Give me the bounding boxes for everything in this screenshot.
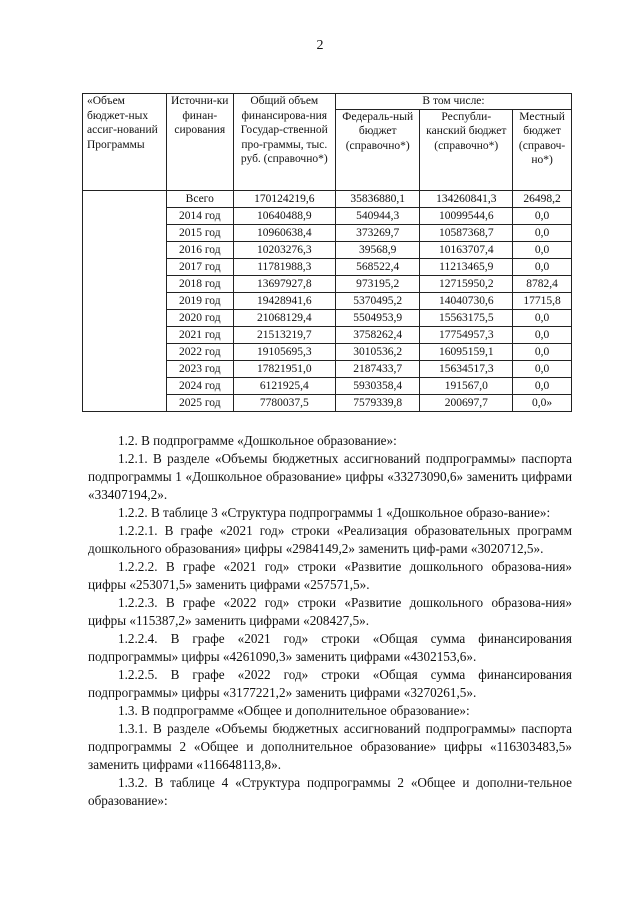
cell-federal: 3010536,2 <box>336 343 420 360</box>
cell-local: 17715,8 <box>513 292 572 309</box>
cell-local: 8782,4 <box>513 275 572 292</box>
header-republic-budget: Республи-канский бюджет (справочно*) <box>420 109 513 190</box>
paragraph: 1.3. В подпрограмме «Общее и дополнительное образование»: <box>118 703 470 718</box>
cell-federal: 373269,7 <box>336 224 420 241</box>
paragraph: 1.3.1. В разделе «Объемы бюджетных ассигнований подпрограммы» паспорта подпрограммы 2 «Общее и дополнительное образование» цифры «116303483,5» заменить цифрами «116648113,8». <box>88 721 572 772</box>
cell-total: 19105695,3 <box>233 343 335 360</box>
cell-source: 2025 год <box>166 394 233 411</box>
cell-republic: 15563175,5 <box>420 309 513 326</box>
cell-federal: 973195,2 <box>336 275 420 292</box>
cell-total: 170124219,6 <box>233 190 335 207</box>
header-federal-budget: Федераль-ный бюджет (справочно*) <box>336 109 420 190</box>
cell-total: 21513219,7 <box>233 326 335 343</box>
cell-federal: 7579339,8 <box>336 394 420 411</box>
cell-republic: 16095159,1 <box>420 343 513 360</box>
cell-federal: 2187433,7 <box>336 360 420 377</box>
header-program-budget: «Объем бюджет-ных ассиг-нований Программы <box>83 94 167 191</box>
cell-local: 0,0 <box>513 224 572 241</box>
paragraph: 1.3.2. В таблице 4 «Структура подпрограммы 2 «Общее и дополни-тельное образование»: <box>88 775 572 808</box>
cell-local: 0,0 <box>513 326 572 343</box>
cell-source: 2022 год <box>166 343 233 360</box>
cell-total: 11781988,3 <box>233 258 335 275</box>
program-label-cell-continuation <box>83 190 167 411</box>
cell-local: 0,0 <box>513 360 572 377</box>
cell-republic: 10587368,7 <box>420 224 513 241</box>
paragraph: 1.2.2.2. В графе «2021 год» строки «Развитие дошкольного образова-ния» цифры «253071,5» заменить цифрами «257571,5». <box>88 559 572 592</box>
cell-total: 10640488,9 <box>233 207 335 224</box>
paragraph: 1.2.2. В таблице 3 «Структура подпрограммы 1 «Дошкольное образо-вание»: <box>118 505 551 520</box>
cell-local: 0,0 <box>513 377 572 394</box>
paragraph: 1.2.2.5. В графе «2022 год» строки «Общая сумма финансирования подпрограммы» цифры «3177221,2» заменить цифрами «3270261,5». <box>88 667 572 700</box>
paragraph: 1.2. В подпрограмме «Дошкольное образование»: <box>118 433 397 448</box>
cell-local: 26498,2 <box>513 190 572 207</box>
cell-local: 0,0» <box>513 394 572 411</box>
cell-source: 2015 год <box>166 224 233 241</box>
cell-source: Всего <box>166 190 233 207</box>
cell-local: 0,0 <box>513 241 572 258</box>
cell-total: 10960638,4 <box>233 224 335 241</box>
cell-republic: 15634517,3 <box>420 360 513 377</box>
paragraph: 1.2.1. В разделе «Объемы бюджетных ассигнований подпрограммы» паспорта подпрограммы 1 «Дошкольное образование» цифры «33273090,6» заменить цифрами «33407194,2». <box>88 451 572 502</box>
paragraph: 1.2.2.1. В графе «2021 год» строки «Реализация образовательных программ дошкольного образования» цифры «2984149,2» заменить циф-рами «3020712,5». <box>88 523 572 556</box>
cell-federal: 5370495,2 <box>336 292 420 309</box>
cell-federal: 540944,3 <box>336 207 420 224</box>
cell-federal: 35836880,1 <box>336 190 420 207</box>
cell-federal: 568522,4 <box>336 258 420 275</box>
cell-total: 10203276,3 <box>233 241 335 258</box>
cell-federal: 5930358,4 <box>336 377 420 394</box>
cell-source: 2018 год <box>166 275 233 292</box>
header-funding-sources: Источни-ки финан-сирования <box>166 94 233 191</box>
cell-source: 2020 год <box>166 309 233 326</box>
cell-republic: 191567,0 <box>420 377 513 394</box>
table-header-row <box>83 94 572 110</box>
cell-total: 17821951,0 <box>233 360 335 377</box>
cell-federal: 3758262,4 <box>336 326 420 343</box>
cell-local: 0,0 <box>513 343 572 360</box>
amendment-text <box>88 432 572 810</box>
cell-total: 6121925,4 <box>233 377 335 394</box>
budget-table <box>82 93 572 412</box>
cell-source: 2024 год <box>166 377 233 394</box>
table-row <box>83 190 572 207</box>
cell-source: 2014 год <box>166 207 233 224</box>
cell-republic: 11213465,9 <box>420 258 513 275</box>
cell-source: 2023 год <box>166 360 233 377</box>
header-total-funding: Общий объем финансирова-ния Государ-ственной про-граммы, тыс. руб. (справочно*) <box>233 94 335 191</box>
cell-republic: 134260841,3 <box>420 190 513 207</box>
paragraph: 1.2.2.3. В графе «2022 год» строки «Развитие дошкольного образова-ния» цифры «115387,2» заменить цифрами «208427,5». <box>88 595 572 628</box>
cell-federal: 5504953,9 <box>336 309 420 326</box>
cell-republic: 10163707,4 <box>420 241 513 258</box>
cell-republic: 200697,7 <box>420 394 513 411</box>
cell-republic: 14040730,6 <box>420 292 513 309</box>
paragraph: 1.2.2.4. В графе «2021 год» строки «Общая сумма финансирования подпрограммы» цифры «4261090,3» заменить цифрами «4302153,6». <box>88 631 572 664</box>
cell-local: 0,0 <box>513 207 572 224</box>
cell-source: 2019 год <box>166 292 233 309</box>
cell-republic: 10099544,6 <box>420 207 513 224</box>
header-including: В том числе: <box>336 94 572 110</box>
cell-local: 0,0 <box>513 309 572 326</box>
header-local-budget: Местный бюджет (справоч-но*) <box>513 109 572 190</box>
cell-source: 2017 год <box>166 258 233 275</box>
cell-total: 21068129,4 <box>233 309 335 326</box>
cell-total: 19428941,6 <box>233 292 335 309</box>
cell-republic: 12715950,2 <box>420 275 513 292</box>
cell-republic: 17754957,3 <box>420 326 513 343</box>
cell-federal: 39568,9 <box>336 241 420 258</box>
cell-source: 2016 год <box>166 241 233 258</box>
cell-source: 2021 год <box>166 326 233 343</box>
cell-total: 7780037,5 <box>233 394 335 411</box>
cell-local: 0,0 <box>513 258 572 275</box>
page-number: 2 <box>316 38 324 53</box>
cell-total: 13697927,8 <box>233 275 335 292</box>
